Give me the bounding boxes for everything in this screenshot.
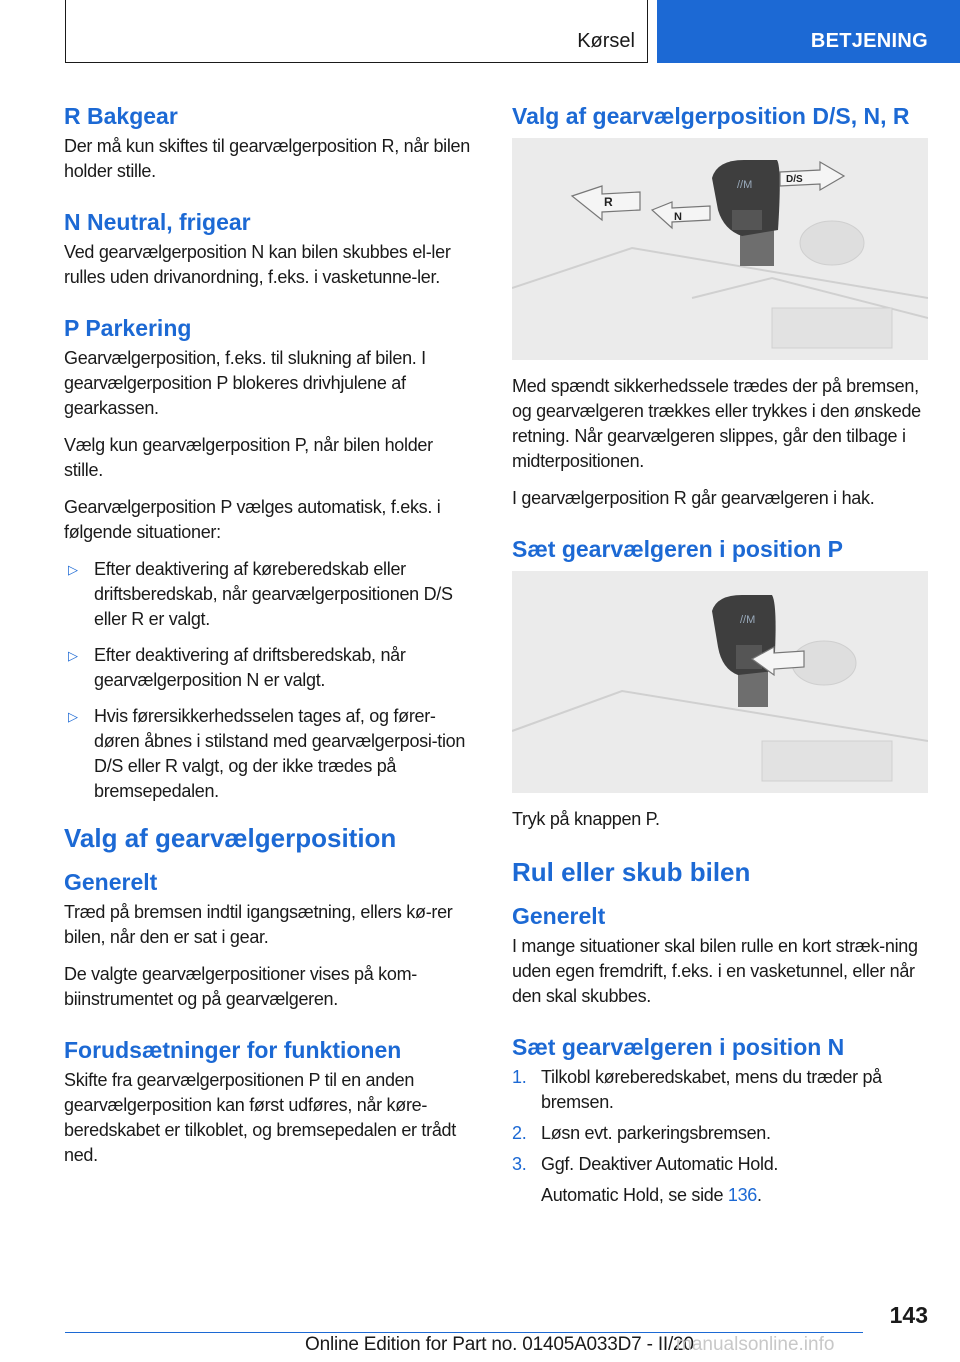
list-item: 1. Tilkobl køreberedskabet, mens du træder på bremsen. [512, 1067, 882, 1112]
text-generelt-right: I mange situationer skal bilen rulle en kort stræk-ning uden egen fremdrift, f.eks. i en vasketunnel, eller når den skal skubbes. [512, 936, 918, 1006]
heading-forudsaetninger: Forudsætninger for funktionen [64, 1037, 402, 1063]
header-section-title: Kørsel [577, 30, 635, 52]
step3-note: Automatic Hold, se side 136. [541, 1185, 762, 1205]
heading-generelt-right: Generelt [512, 903, 606, 929]
text-valg-1: Med spændt sikkerhedssele trædes der på bremsen, og gearvælgeren trækkes eller trykkes i den ønskede retning. Når gearvælgeren slippes, går den tilbage i midterpositionen. [512, 376, 921, 471]
page-reference-link[interactable]: 136 [727, 1185, 758, 1205]
triangle-bullet-icon: ▷ [68, 709, 78, 724]
text-p-parkering-3: Gearvælgerposition P vælges automatisk, f.eks. i følgende situationer: [64, 497, 441, 542]
text-n-neutral: Ved gearvælgerposition N kan bilen skubbes el-ler rulles uden drivanordning, f.eks. i vasketunne-ler. [64, 242, 451, 287]
svg-text://M: //M [737, 179, 753, 191]
triangle-bullet-icon: ▷ [68, 648, 78, 663]
text-p-parkering-1: Gearvælgerposition, f.eks. til slukning af bilen. I gearvælgerposition P blokeres drivhjulene af gearkassen. [64, 348, 426, 418]
gear-label-n: N [674, 211, 682, 223]
right-column [512, 100, 928, 1208]
footer-divider [65, 1332, 863, 1333]
heading-n-neutral: N Neutral, frigear [64, 209, 251, 235]
parking-situations-list [64, 557, 476, 804]
heading-saet-p: Sæt gearvælgeren i position P [512, 536, 844, 562]
steps-list [512, 1065, 928, 1177]
page-number: 143 [889, 1302, 928, 1328]
header-chapter-tab [657, 0, 960, 63]
heading-r-bakgear: R Bakgear [64, 103, 178, 129]
list-item: 2. Løsn evt. parkeringsbremsen. [512, 1123, 771, 1143]
heading-p-parkering: P Parkering [64, 315, 192, 341]
heading-valg-ds-n-r: Valg af gearvælgerposition D/S, N, R [512, 103, 910, 129]
list-item: ▷ Efter deaktivering af køreberedskab eller driftsberedskab, når gearvælgerpositionen D/S eller R er valgt. [68, 559, 453, 629]
footer-edition: Online Edition for Part no. 01405A033D7 - II/20 [305, 1334, 694, 1355]
left-column [64, 100, 476, 1180]
svg-text://M: //M [740, 614, 756, 626]
text-valg-2: I gearvælgerposition R går gearvælgeren i hak. [512, 488, 875, 508]
heading-generelt: Generelt [64, 869, 158, 895]
gear-label-r: R [604, 195, 613, 209]
triangle-bullet-icon: ▷ [68, 562, 78, 577]
list-item: ▷ Efter deaktivering af driftsberedskab, når gearvælgerposition N er valgt. [68, 645, 406, 690]
text-r-bakgear: Der må kun skiftes til gearvælgerposition R, når bilen holder stille. [64, 136, 470, 181]
text-forudsaetninger: Skifte fra gearvælgerpositionen P til en anden gearvælgerposition kan først udføres, når køre-beredskabet er tilkoblet, og bremsepedalen er trådt ned. [64, 1070, 456, 1165]
list-item: ▷ Hvis førersikkerhedsselen tages af, og fører-døren åbnes i stilstand med gearvælgerposi-tion D/S eller R valgt, og der ikke trædes på bremsepedalen. [68, 706, 466, 801]
heading-valg-af-gearvaelgerposition: Valg af gearvælgerposition [64, 823, 397, 853]
list-item: 3. Ggf. Deaktiver Automatic Hold. [512, 1154, 779, 1174]
text-generelt-1: Træd på bremsen indtil igangsætning, ellers kø-rer bilen, når den er sat i gear. [64, 902, 453, 947]
gear-label-ds: D/S [786, 174, 803, 185]
header-chapter-title: BETJENING [810, 30, 928, 52]
header-section-box [65, 0, 648, 63]
gear-selector-p-button-figure [512, 571, 928, 793]
heading-saet-n: Sæt gearvælgeren i position N [512, 1034, 845, 1060]
footer-watermark: manualsonline.info [676, 1334, 835, 1355]
text-p-parkering-2: Vælg kun gearvælgerposition P, når bilen holder stille. [64, 435, 433, 480]
text-saet-p: Tryk på knappen P. [512, 809, 660, 829]
text-generelt-2: De valgte gearvælgerpositioner vises på kom-biinstrumentet og på gearvælgeren. [64, 964, 417, 1009]
heading-rul-eller-skub: Rul eller skub bilen [512, 857, 751, 887]
gear-selector-directions-figure [512, 138, 928, 360]
